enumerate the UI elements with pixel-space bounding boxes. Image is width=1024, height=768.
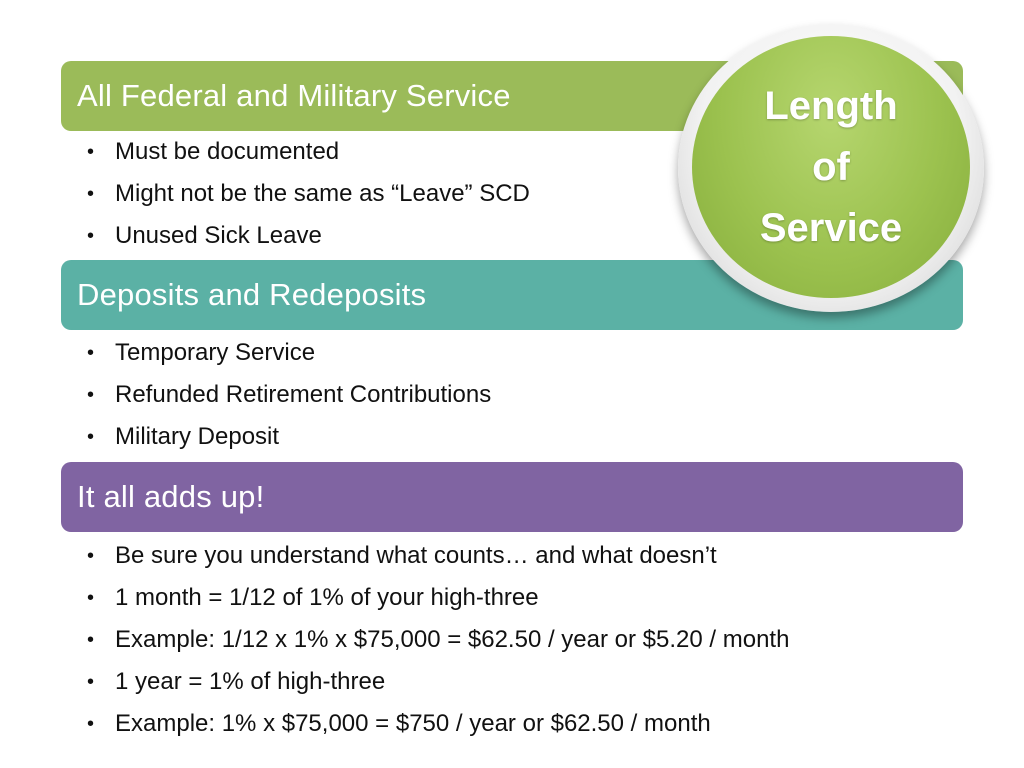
bullet-list [87, 535, 989, 745]
badge-circle [692, 36, 970, 298]
bullet-icon: • [87, 587, 95, 609]
bullet-icon: • [87, 426, 95, 448]
section-title: It all adds up! [77, 479, 265, 514]
list-item [87, 703, 989, 745]
bullet-text: Example: 1% x $75,000 = $750 / year or $62.50 / month [115, 710, 711, 737]
bullet-icon: • [87, 671, 95, 693]
section-it-all-adds-up [61, 462, 963, 745]
badge-line: of [812, 144, 850, 189]
section-title: Deposits and Redeposits [77, 277, 427, 312]
badge-line: Service [759, 205, 903, 250]
list-item [87, 577, 989, 619]
length-of-service-badge [678, 24, 984, 312]
bullet-icon: • [87, 713, 95, 735]
bullet-icon: • [87, 545, 95, 567]
list-item [87, 374, 989, 416]
list-item [87, 535, 989, 577]
bullet-text: Unused Sick Leave [115, 222, 322, 249]
bullet-text: Temporary Service [115, 339, 316, 366]
section-title: All Federal and Military Service [77, 78, 511, 113]
bullet-text: Military Deposit [115, 423, 280, 450]
bullet-list [87, 332, 989, 458]
list-item [87, 416, 989, 458]
badge-line: Length [764, 83, 898, 128]
bullet-text: Might not be the same as “Leave” SCD [115, 180, 530, 207]
bullet-text: 1 year = 1% of high-three [115, 668, 386, 695]
list-item [87, 619, 989, 661]
list-item [87, 661, 989, 703]
bullet-icon: • [87, 342, 95, 364]
bullet-icon: • [87, 141, 95, 163]
bullet-text: Refunded Retirement Contributions [115, 381, 492, 408]
bullet-text: Example: 1/12 x 1% x $75,000 = $62.50 / year or $5.20 / month [115, 626, 790, 653]
bullet-text: Must be documented [115, 138, 340, 165]
bullet-text: Be sure you understand what counts… and what doesn’t [115, 542, 717, 569]
bullet-icon: • [87, 629, 95, 651]
bullet-icon: • [87, 384, 95, 406]
list-item [87, 332, 989, 374]
bullet-text: 1 month = 1/12 of 1% of your high-three [115, 584, 539, 611]
bullet-icon: • [87, 183, 95, 205]
section-header [61, 462, 963, 532]
bullet-icon: • [87, 225, 95, 247]
